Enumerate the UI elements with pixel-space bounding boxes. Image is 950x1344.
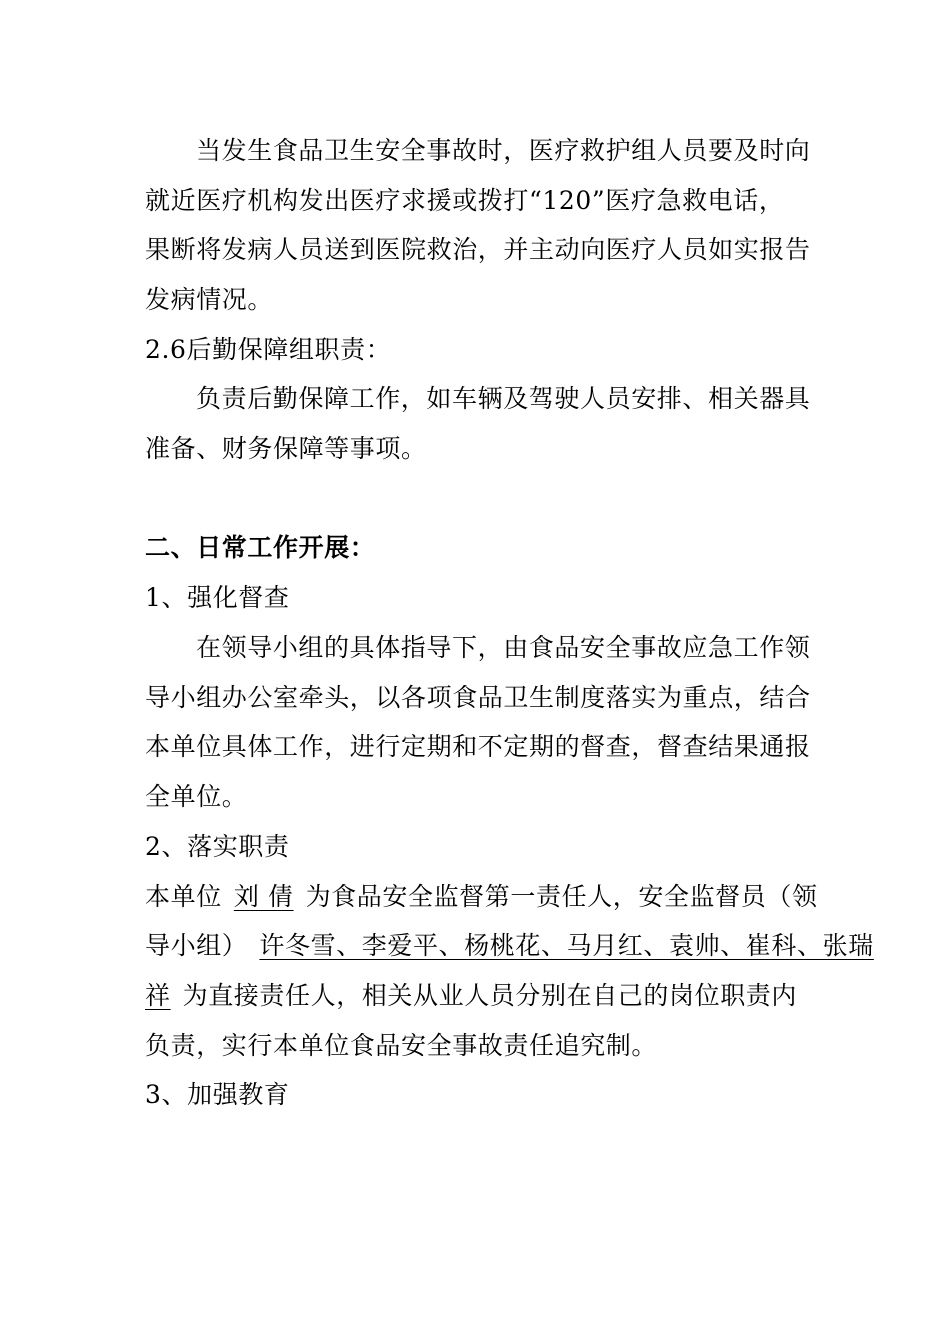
item-heading: 3、加强教育 — [145, 1080, 290, 1109]
paragraph-line: 果断将发病人员送到医院救治，并主动向医疗人员如实报告 — [145, 235, 811, 264]
paragraph-line: 发病情况。 — [145, 285, 274, 314]
part-heading: 二、日常工作开展： — [145, 533, 376, 562]
paragraph-line — [145, 979, 797, 1013]
paragraph-line: 就近医疗机构发出医疗求援或拨打“120”医疗急救电话， — [145, 186, 785, 215]
section-heading: 2.6后勤保障组职责： — [145, 335, 392, 364]
text-segment: 本单位 — [145, 882, 222, 911]
paragraph-line: 在领导小组的具体指导下，由食品安全事故应急工作领 — [196, 633, 811, 662]
item-heading: 1、强化督查 — [145, 583, 290, 612]
paragraph-line: 导小组办公室牵头，以各项食品卫生制度落实为重点，结合 — [145, 683, 811, 712]
text-segment: 导小组） — [145, 931, 248, 960]
paragraph-line — [145, 929, 874, 963]
first-responsible-name: 刘 倩 — [233, 882, 294, 911]
paragraph-line: 本单位具体工作，进行定期和不定期的督查，督查结果通报 — [145, 732, 811, 761]
paragraph-line: 全单位。 — [145, 782, 248, 811]
supervisor-names: 许冬雪、李爱平、杨桃花、马月红、袁帅、崔科、张瑞 — [259, 931, 874, 960]
supervisor-names: 祥 — [145, 981, 171, 1010]
paragraph-line: 负责，实行本单位食品安全事故责任追究制。 — [145, 1031, 658, 1060]
paragraph-line: 负责后勤保障工作，如车辆及驾驶人员安排、相关器具 — [196, 384, 811, 413]
paragraph-line: 准备、财务保障等事项。 — [145, 434, 427, 463]
paragraph-line — [145, 880, 818, 914]
text-segment: 为食品安全监督第一责任人，安全监督员（领 — [305, 882, 818, 911]
paragraph-line: 当发生食品卫生安全事故时，医疗救护组人员要及时向 — [196, 136, 811, 165]
item-heading: 2、落实职责 — [145, 832, 290, 861]
text-segment: 为直接责任人，相关从业人员分别在自己的岗位职责内 — [182, 981, 798, 1010]
